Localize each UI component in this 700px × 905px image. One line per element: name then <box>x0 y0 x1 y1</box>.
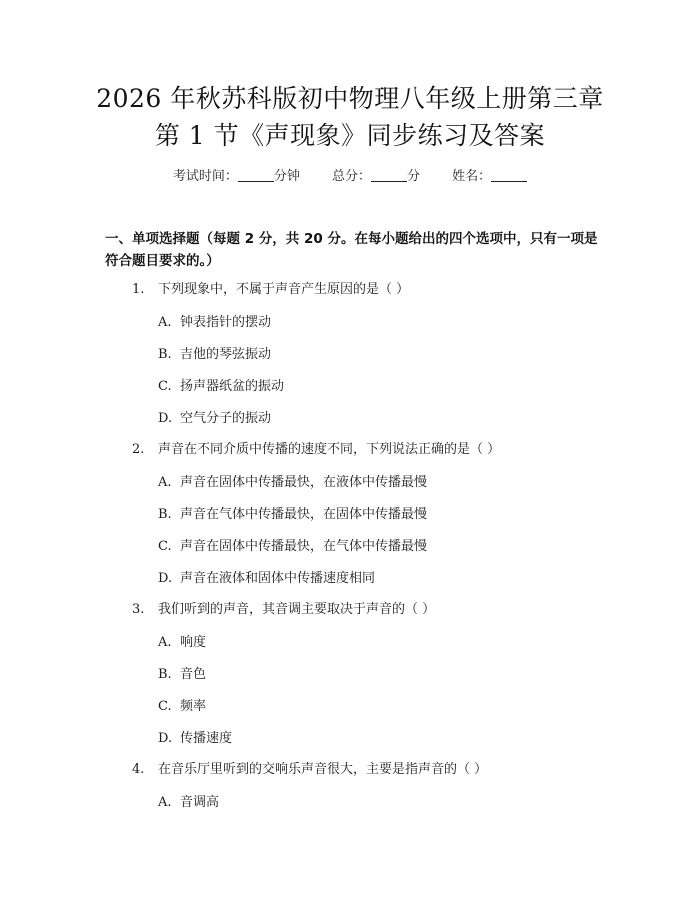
option-text: 吉他的琴弦振动 <box>180 347 272 362</box>
total-score <box>332 167 420 187</box>
option-letter: C. <box>158 539 172 554</box>
document-title-line-2: 第 1 节《声现象》同步练习及答案 <box>154 121 546 150</box>
option-text: 扬声器纸盆的振动 <box>180 379 285 394</box>
option-text: 钟表指针的摆动 <box>180 315 272 330</box>
question-text: 下列现象中，不属于声音产生原因的是（ ） <box>158 282 410 297</box>
option-text: 响度 <box>180 635 207 650</box>
question-text: 在音乐厅里听到的交响乐声音很大，主要是指声音的（ ） <box>158 762 488 777</box>
document-title-line-1: 2026 年秋苏科版初中物理八年级上册第三章 <box>96 84 604 113</box>
option-text: 声音在固体中传播最快，在液体中传播最慢 <box>180 475 428 490</box>
total-score-blank <box>371 167 407 182</box>
option-text: 频率 <box>180 699 207 714</box>
question-2 <box>132 440 602 460</box>
option-letter: D. <box>158 731 173 746</box>
option-letter: B. <box>158 347 172 362</box>
option-letter: C. <box>158 379 172 394</box>
option-letter: D. <box>158 571 173 586</box>
student-name-blank <box>491 167 527 182</box>
question-number: 4. <box>132 762 145 777</box>
question-text: 声音在不同介质中传播的速度不同，下列说法正确的是（ ） <box>158 442 501 457</box>
exam-time-unit: 分钟 <box>273 169 300 184</box>
option-2a <box>158 473 598 493</box>
option-2c <box>158 537 598 557</box>
option-2b <box>158 505 598 525</box>
option-text: 声音在固体中传播最快，在气体中传播最慢 <box>180 539 428 554</box>
option-letter: A. <box>158 795 172 810</box>
option-3a <box>158 633 598 653</box>
student-name <box>452 167 527 187</box>
exam-time-blank <box>238 167 274 182</box>
question-number: 3. <box>132 602 145 617</box>
option-letter: B. <box>158 667 172 682</box>
option-text: 音调高 <box>180 795 220 810</box>
option-text: 音色 <box>180 667 207 682</box>
option-text: 传播速度 <box>180 731 233 746</box>
exam-info <box>0 167 700 187</box>
option-text: 声音在液体和固体中传播速度相同 <box>180 571 376 586</box>
option-1a <box>158 313 598 333</box>
total-score-label: 总分： <box>331 169 371 184</box>
question-number: 1. <box>132 282 145 297</box>
option-1c <box>158 377 598 397</box>
option-text: 声音在气体中传播最快，在固体中传播最慢 <box>180 507 428 522</box>
question-4 <box>132 760 602 780</box>
section-heading <box>105 228 605 272</box>
option-3b <box>158 665 598 685</box>
total-score-unit: 分 <box>407 169 421 184</box>
option-2d <box>158 569 598 589</box>
option-letter: C. <box>158 699 172 714</box>
option-4a <box>158 793 598 813</box>
question-3 <box>132 600 602 620</box>
question-text: 我们听到的声音，其音调主要取决于声音的（ ） <box>158 602 436 617</box>
exam-time-label: 考试时间： <box>172 169 238 184</box>
student-name-label: 姓名： <box>452 169 492 184</box>
question-number: 2. <box>132 442 145 457</box>
option-letter: A. <box>158 475 172 490</box>
section-heading-line-2: 符合题目要求的。） <box>105 253 220 269</box>
option-text: 空气分子的振动 <box>180 411 272 426</box>
section-heading-line-1: 一、单项选择题（每题 2 分，共 20 分。在每小题给出的四个选项中，只有一项是 <box>105 231 598 247</box>
exam-time <box>173 167 300 187</box>
option-1b <box>158 345 598 365</box>
question-1 <box>132 280 602 300</box>
option-3c <box>158 697 598 717</box>
option-1d <box>158 409 598 429</box>
option-letter: A. <box>158 315 172 330</box>
option-3d <box>158 729 598 749</box>
option-letter: D. <box>158 411 173 426</box>
option-letter: A. <box>158 635 172 650</box>
option-letter: B. <box>158 507 172 522</box>
